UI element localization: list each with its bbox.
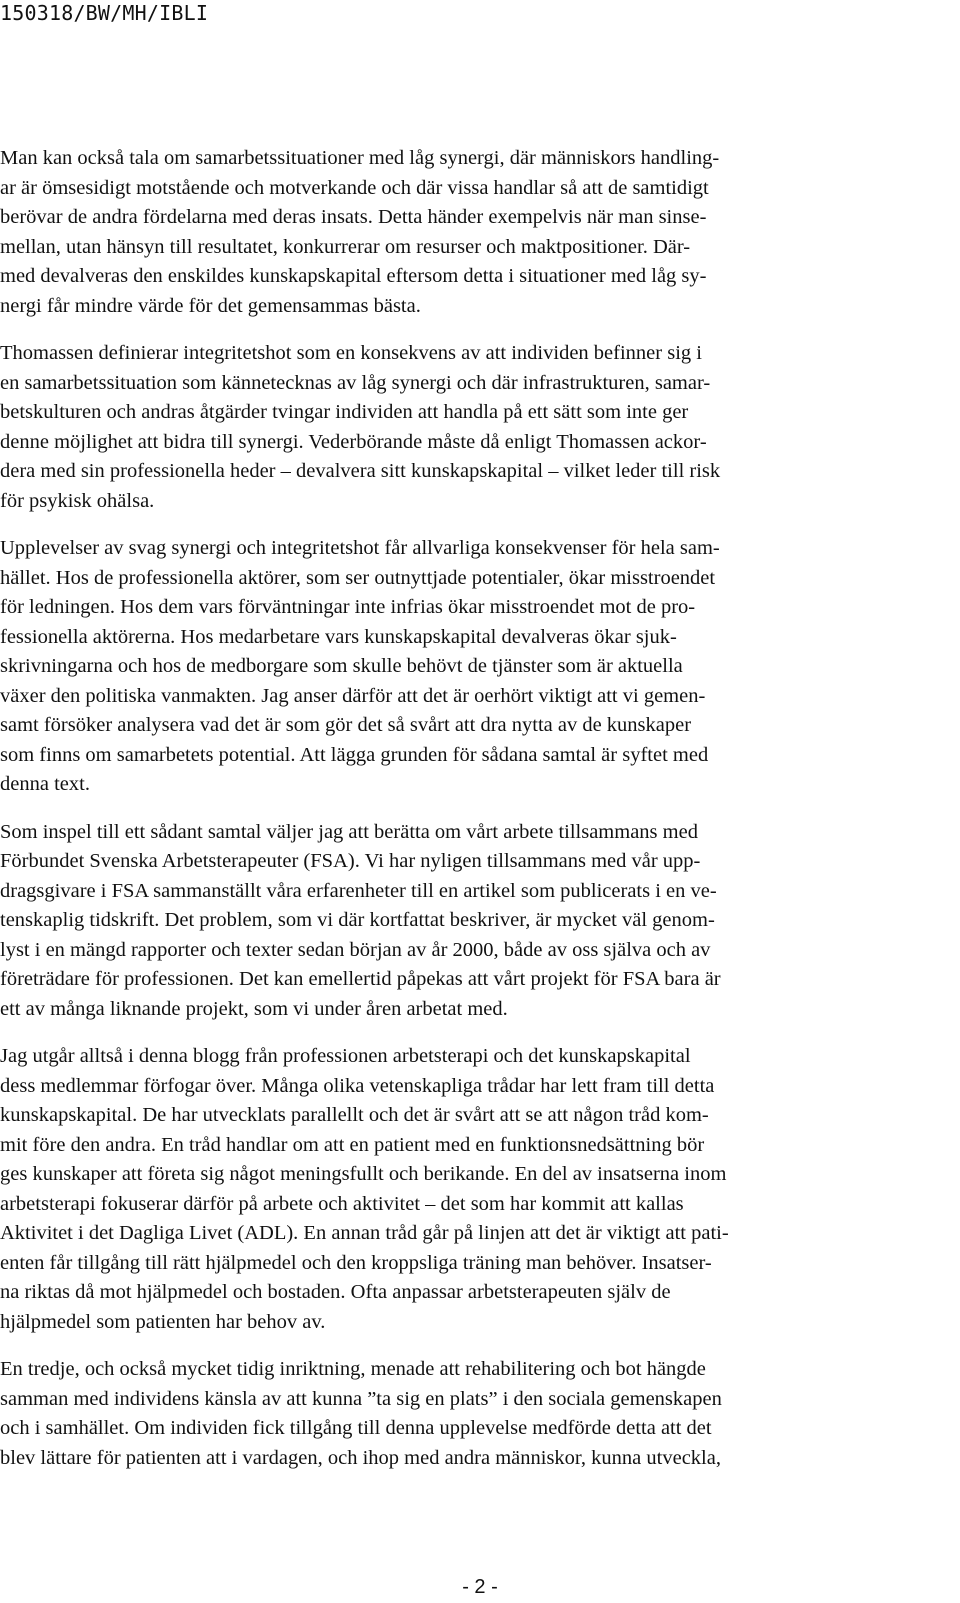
text-line: denna text.	[0, 773, 90, 795]
text-line: arbetsterapi fokuserar därför på arbete och aktivitet – det som har kommit att kallas	[0, 1192, 684, 1215]
text-line: Aktivitet i det Dagliga Livet (ADL). En annan tråd går på linjen att det är viktigt att pati-	[0, 1222, 729, 1244]
text-line: mellan, utan hänsyn till resultatet, konkurrerar om resurser och maktpositioner. Där-	[0, 235, 691, 258]
text-line: tenskaplig tidskrift. Det problem, som vi där kortfattat beskriver, är mycket väl genom-	[0, 909, 715, 931]
text-line: Som inspel till ett sådant samtal väljer jag att berätta om vårt arbete tillsammans med	[0, 820, 698, 843]
text-line: som finns om samarbetets potential. Att lägga grunden för sådana samtal är syftet med	[0, 743, 709, 766]
text-line: växer den politiska vanmakten. Jag anser därför att det är oerhört viktigt att vi gemen-	[0, 684, 706, 707]
document-body	[0, 144, 946, 1491]
text-line: lyst i en mängd rapporter och texter sedan början av år 2000, både av oss själva och av	[0, 938, 711, 961]
text-line: hjälpmedel som patienten har behov av.	[0, 1310, 326, 1333]
text-line: na riktas då mot hjälpmedel och bostaden. Ofta anpassar arbetsterapeuten själv de	[0, 1281, 671, 1303]
text-line: för psykisk ohälsa.	[0, 489, 155, 512]
text-line: Man kan också tala om samarbetssituationer med låg synergi, där människors handling-	[0, 147, 720, 169]
paragraph	[0, 144, 946, 321]
text-line: hället. Hos de professionella aktörer, som ser outnyttjade potentialer, ökar misstroendet	[0, 566, 716, 589]
paragraph	[0, 534, 946, 800]
text-line: skrivningarna och hos de medborgare som skulle behövt de tjänster som är aktuella	[0, 655, 683, 677]
text-line: ett av många liknande projekt, som vi under åren arbetat med.	[0, 997, 508, 1020]
text-line: berövar de andra fördelarna med deras insats. Detta händer exempelvis när man sinse-	[0, 206, 707, 228]
text-line: ges kunskaper att företa sig något meningsfullt och berikande. En del av insatserna inom	[0, 1163, 727, 1185]
text-line: med devalveras den enskildes kunskapskapital eftersom detta i situationer med låg sy-	[0, 265, 707, 287]
text-line: en samarbetssituation som kännetecknas av låg synergi och där infrastrukturen, samar-	[0, 371, 711, 394]
text-line: samt försöker analysera vad det är som gör det så svårt att dra nytta av de kunskaper	[0, 714, 692, 736]
text-line: Upplevelser av svag synergi och integritetshot får allvarliga konsekvenser för hela sam-	[0, 537, 720, 559]
paragraph	[0, 818, 946, 1025]
text-line: mit före den andra. En tråd handlar om att en patient med en funktionsnedsättning bör	[0, 1133, 705, 1156]
text-line: Jag utgår alltså i denna blogg från professionen arbetsterapi och det kunskapskapital	[0, 1045, 691, 1067]
page-number: - 2 -	[462, 1576, 498, 1598]
text-line: kunskapskapital. De har utvecklats parallellt och det är svårt att se att någon tråd kom-	[0, 1104, 709, 1126]
text-line: dess medlemmar förfogar över. Många olika vetenskapliga trådar har lett fram till detta	[0, 1074, 715, 1097]
document-reference-code: 150318/BW/MH/IBLI	[0, 1, 209, 25]
text-line: dera med sin professionella heder – devalvera sitt kunskapskapital – vilket leder till risk	[0, 460, 721, 482]
paragraph	[0, 1355, 946, 1473]
text-line: dragsgivare i FSA sammanställt våra erfarenheter till en artikel som publicerats i en ve-	[0, 879, 717, 902]
text-line: företrädare för professionen. Det kan emellertid påpekas att vårt projekt för FSA bara är	[0, 968, 721, 990]
paragraph	[0, 339, 946, 516]
text-line: En tredje, och också mycket tidig inriktning, menade att rehabilitering och bot hängde	[0, 1358, 706, 1380]
text-line: Thomassen definierar integritetshot som en konsekvens av att individen befinner sig i	[0, 342, 702, 364]
text-line: betskulturen och andras åtgärder tvingar individen att handla på ett sätt som inte ger	[0, 401, 689, 423]
text-line: nergi får mindre värde för det gemensammas bästa.	[0, 294, 421, 317]
text-line: ar är ömsesidigt motstående och motverkande och där vissa handlar så att de samtidigt	[0, 176, 709, 199]
text-line: fessionella aktörerna. Hos medarbetare vars kunskapskapital devalveras ökar sjuk-	[0, 625, 677, 648]
text-line: Förbundet Svenska Arbetsterapeuter (FSA). Vi har nyligen tillsammans med vår upp-	[0, 850, 701, 872]
text-line: samman med individens känsla av att kunna ”ta sig en plats” i den sociala gemenskapen	[0, 1387, 722, 1410]
text-line: för ledningen. Hos dem vars förväntningar inte infrias ökar misstroendet mot de pro-	[0, 596, 696, 618]
text-line: denne möjlighet att bidra till synergi. Vederbörande måste då enligt Thomassen ackor-	[0, 430, 707, 453]
text-line: enten får tillgång till rätt hjälpmedel och den kroppsliga träning man behöver. Insatser-	[0, 1251, 712, 1274]
text-line: och i samhället. Om individen fick tillgång till denna upplevelse medförde detta att det	[0, 1417, 712, 1439]
text-line: blev lättare för patienten att i vardagen, och ihop med andra människor, kunna utveckla,	[0, 1446, 721, 1469]
paragraph	[0, 1042, 946, 1337]
